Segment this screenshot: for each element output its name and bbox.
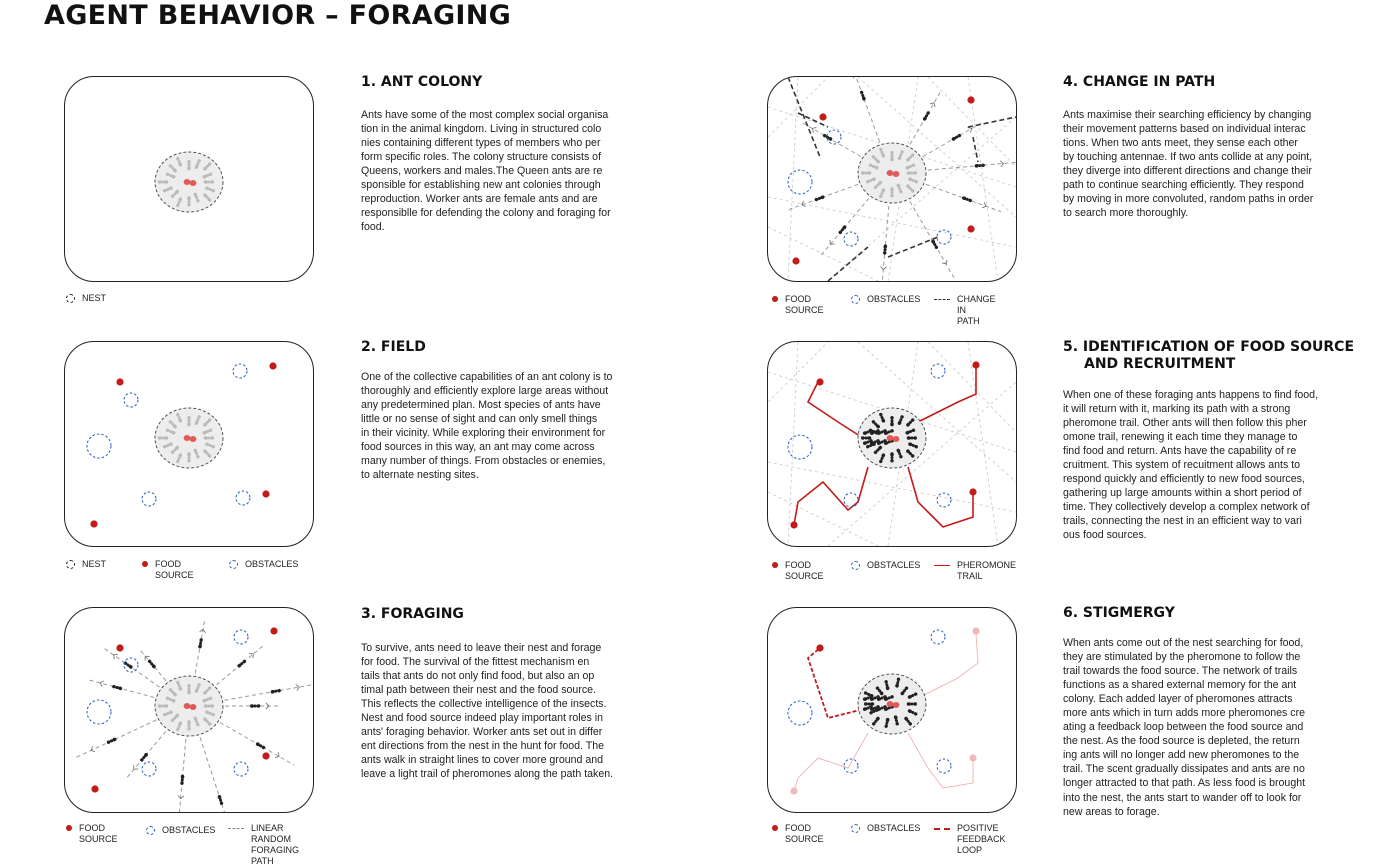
obstacle-icon	[851, 295, 860, 304]
worker-ant	[204, 436, 214, 440]
obstacle	[788, 701, 812, 725]
food-source	[270, 627, 277, 634]
change-in-path-diagram	[767, 76, 1017, 282]
worker-ant	[864, 702, 874, 706]
foraging-ant	[974, 163, 985, 167]
ant-abdomen	[204, 436, 208, 440]
pheromone-trail	[918, 634, 978, 698]
obstacle	[87, 434, 111, 458]
pheromone-trail	[794, 733, 868, 791]
foraging-path	[224, 684, 313, 700]
obstacle	[844, 493, 858, 507]
worker-ant	[890, 416, 894, 426]
section-title-ant-colony: 1. ANT COLONY	[361, 74, 483, 90]
stigmergy-canvas	[768, 608, 1016, 812]
obstacle	[937, 493, 951, 507]
obstacle	[844, 759, 858, 773]
legend-item-obstacles: OBSTACLES	[146, 825, 215, 836]
direction-arrow	[880, 266, 886, 270]
worker-ant	[890, 452, 894, 462]
ant-abdomen	[164, 436, 168, 440]
nest-icon	[66, 560, 75, 569]
change-in-path-canvas	[768, 77, 1016, 281]
worker-ant	[158, 436, 168, 440]
ant-abdomen	[890, 187, 894, 191]
ant-head	[913, 436, 917, 439]
field-canvas	[65, 342, 313, 546]
obstacle	[788, 170, 812, 194]
direction-arrow	[811, 126, 817, 133]
obstacle	[234, 630, 248, 644]
path-line	[968, 77, 998, 281]
section-body-food-recruitment: When one of these foraging ants happens to find food, it will return with it, marking its path with a strong pheromone trail. Other ants will then follow this pher omone trail, renewing it each time they manage to find food and return. Ants have the capability of re cruitment. This system of recuitment allows ants to respond quickly and efficiently to new food sources, gathering up large amounts within a short period of time. They collectively develop a complex network of trails, connecting the nest in an efficient way to vari ous food sources.	[1063, 389, 1319, 542]
ant-abdomen	[867, 171, 871, 175]
ant-abdomen	[187, 166, 191, 170]
direction-arrow	[930, 101, 937, 107]
foraging-path	[849, 77, 880, 142]
ant-abdomen	[198, 644, 202, 649]
legend-item-food-source: FOOD SOURCE	[142, 559, 194, 581]
ant-abdomen	[118, 686, 123, 691]
ant-head	[913, 702, 917, 705]
foraging-ant	[883, 244, 887, 255]
obstacle	[937, 230, 951, 244]
obstacle	[236, 491, 250, 505]
foraging-ant	[270, 689, 281, 694]
direction-arrow	[112, 652, 118, 659]
legend-item-obstacles: OBSTACLES	[851, 294, 920, 305]
path-line	[768, 197, 1016, 247]
ant-abdomen	[164, 704, 168, 708]
legend-item-pheromone-trail: PHEROMONE TRAIL	[934, 560, 1016, 582]
path-line	[828, 382, 1016, 546]
worker-ant	[907, 702, 917, 706]
ant-head	[913, 171, 917, 174]
foraging-ant	[112, 684, 123, 690]
legend-item-change-path: CHANGE IN PATH	[934, 294, 996, 327]
ant-head	[219, 801, 223, 805]
linear-path-icon	[228, 828, 244, 829]
ant-head	[187, 203, 190, 207]
legend-item-feedback-loop: POSITIVE FEEDBACK LOOP	[934, 823, 1006, 856]
food-source	[792, 257, 799, 264]
queen-ant	[190, 180, 197, 186]
ant-head	[112, 685, 116, 689]
pheromone-trail	[808, 382, 863, 438]
ant-head	[199, 638, 203, 642]
ant-abdomen	[974, 164, 978, 168]
worker-ant	[861, 171, 871, 175]
foraging-ant	[814, 195, 825, 202]
obstacle	[142, 762, 156, 776]
ant-abdomen	[890, 422, 894, 426]
worker-ant	[890, 151, 894, 161]
legend-item-food-source: FOOD SOURCE	[772, 294, 824, 316]
ant-head	[158, 436, 162, 439]
ant-abdomen	[890, 157, 894, 161]
ant-abdomen	[187, 422, 191, 426]
worker-ant	[861, 436, 871, 440]
food-source	[969, 488, 976, 495]
ant-head	[187, 416, 190, 420]
foraging-diagram	[64, 607, 314, 813]
worker-ant	[187, 160, 191, 170]
legend-item-food-source: FOOD SOURCE	[66, 823, 118, 845]
obstacle	[142, 492, 156, 506]
worker-ant	[890, 187, 894, 197]
path-line	[928, 77, 1016, 167]
ant-head	[210, 180, 214, 183]
obstacle-icon	[851, 561, 860, 570]
food-recruitment-diagram	[767, 341, 1017, 547]
legend-item-linear-path: LINEAR RANDOM FORAGING PATH	[228, 823, 299, 867]
foraging-ant	[106, 737, 117, 745]
foraging-ant	[237, 659, 247, 668]
worker-ant	[907, 171, 917, 175]
ant-abdomen	[250, 704, 254, 708]
ant-head	[257, 704, 261, 707]
food-source-icon	[772, 562, 778, 568]
foraging-ant	[838, 225, 847, 235]
food-source	[819, 113, 826, 120]
ant-abdomen	[907, 436, 911, 440]
obstacle-icon	[146, 826, 155, 835]
pheromone-trail	[794, 467, 868, 525]
ant-head	[210, 704, 214, 707]
ant-abdomen	[907, 171, 911, 175]
path-line	[768, 77, 828, 137]
food-source	[262, 752, 269, 759]
ant-abdomen	[270, 690, 275, 694]
path-line	[788, 342, 798, 546]
foraging-canvas	[65, 608, 313, 812]
ant-head	[861, 436, 865, 439]
queen-ant	[887, 435, 894, 441]
path-line	[768, 342, 828, 402]
queen-ant	[893, 702, 900, 708]
worker-ant	[187, 196, 191, 206]
ant-head	[890, 151, 893, 155]
ant-abdomen	[181, 775, 185, 779]
field-diagram	[64, 341, 314, 547]
food-source-icon	[772, 825, 778, 831]
food-source-icon	[142, 561, 148, 567]
ant-head	[890, 416, 893, 420]
obstacle	[124, 393, 138, 407]
ant-abdomen	[187, 196, 191, 200]
foraging-ant	[250, 704, 260, 708]
path-line	[768, 462, 1016, 512]
queen-ant	[887, 170, 894, 176]
legend-item-nest: NEST	[66, 293, 106, 304]
ant-head	[180, 781, 184, 785]
legend-item-food-source: FOOD SOURCE	[772, 560, 824, 582]
ant-head	[890, 194, 893, 198]
depleted-food-source	[969, 754, 976, 761]
worker-ant	[187, 416, 191, 426]
food-source	[972, 361, 979, 368]
foraging-ant	[922, 111, 930, 122]
ant-head	[187, 160, 190, 164]
section-title-stigmergy: 6. STIGMERGY	[1063, 605, 1175, 621]
ant-head	[981, 163, 985, 167]
obstacle-icon	[229, 560, 238, 569]
obstacle	[788, 435, 812, 459]
ant-abdomen	[890, 452, 894, 456]
stigmergy-diagram	[767, 607, 1017, 813]
ant-head	[187, 684, 190, 688]
food-source-icon	[66, 825, 72, 831]
section-title-field: 2. FIELD	[361, 339, 426, 355]
path-line	[928, 342, 1016, 432]
ant-abdomen	[204, 704, 208, 708]
foraging-ant	[139, 752, 148, 762]
queen-ant	[190, 436, 197, 442]
obstacle	[234, 762, 248, 776]
path-line	[828, 117, 1016, 281]
ant-head	[158, 704, 162, 707]
obstacle	[931, 364, 945, 378]
foraging-ant	[951, 133, 962, 141]
depleted-food-source	[972, 627, 979, 634]
ant-abdomen	[907, 702, 911, 706]
food-source	[91, 785, 98, 792]
foraging-ant	[255, 742, 266, 750]
ant-head	[210, 436, 214, 439]
obstacle	[827, 130, 841, 144]
food-source	[269, 362, 276, 369]
section-title-foraging: 3. FORAGING	[361, 606, 464, 622]
food-source	[816, 378, 823, 385]
path-line	[768, 227, 878, 281]
section-body-ant-colony: Ants have some of the most complex social organisa tion in the animal kingdom. Living in structured colo nies containing different types of members who per form specific roles. The colony structure consists of Queens, workers and males.The Queen ants are re sponsible for establishing new ant colonies through reproduction. Worker ants are female ants and are responsiblle for defending the colony and foraging for food.	[361, 109, 611, 234]
ant-head	[861, 171, 865, 174]
foraging-path	[200, 737, 237, 812]
depleted-food-source	[790, 787, 797, 794]
obstacle	[233, 364, 247, 378]
worker-ant	[187, 684, 191, 694]
path-line	[768, 492, 878, 546]
food-source-icon	[772, 296, 778, 302]
legend-item-nest: NEST	[66, 559, 106, 570]
queen-ant	[184, 703, 191, 709]
legend-item-obstacles: OBSTACLES	[851, 823, 920, 834]
obstacle	[124, 658, 138, 672]
section-body-change-in-path: Ants maximise their searching efficiency by changing their movement patterns based on individual interac tions. When two ants meet, they sense each other by touching antennae. If two ants collide at any point, they diverge into different directions and change their path to continue searching efficiently. They respond by moving in more convoluted, random paths in order to search more thoroughly.	[1063, 109, 1314, 220]
ant-abdomen	[187, 720, 191, 724]
legend-item-food-source: FOOD SOURCE	[772, 823, 824, 845]
section-title-line-1: 5. IDENTIFICATION OF FOOD SOURCE	[1063, 339, 1355, 355]
queen-ant	[893, 171, 900, 177]
obstacle	[87, 700, 111, 724]
food-source	[967, 96, 974, 103]
obstacle	[844, 232, 858, 246]
ant-head	[158, 180, 162, 183]
food-source	[90, 520, 97, 527]
path-line	[788, 77, 798, 281]
queen-ant	[887, 701, 894, 707]
ant-abdomen	[204, 180, 208, 184]
path-line	[888, 237, 938, 257]
ant-abdomen	[187, 452, 191, 456]
foraging-ant	[147, 659, 156, 669]
path-line	[788, 77, 820, 157]
queen-ant	[893, 436, 900, 442]
food-recruitment-canvas	[768, 342, 1016, 546]
obstacle	[931, 630, 945, 644]
section-body-stigmergy: When ants come out of the nest searching for food, they are stimulated by the pheromone to follow the trail towards the food source. The network of trails functions as a shared external memory for the ant colony. Each added layer of pheromones attracts more ants which in turn adds more pheromones cre ating a feedback loop between the food source and the nest. As the food source is depleted, the return ing ants will no longer add new pheromones to the trail. The scent gradually dissipates and ants are no longer attracted to that path. As less food is brought into the nest, the ants start to wander off to look for new areas to forage.	[1063, 637, 1306, 818]
food-source	[116, 644, 123, 651]
change-path-icon	[934, 299, 950, 300]
ant-head	[277, 689, 281, 693]
worker-ant	[187, 452, 191, 462]
ant-abdomen	[883, 244, 887, 248]
food-source	[816, 644, 823, 651]
pheromone-trail	[918, 365, 976, 422]
section-body-foraging: To survive, ants need to leave their nest and forage for food. The survival of the fittest mechanism en tails that ants do not only find food, but also an op timal path between their nest and the food source. This reflects the collective intelligence of the insects. Nest and food source indeed play important roles in ants' foraging behavior. Worker ants set out in differ ent directions from the nest in the hunt for food. The ants walk in straight lines to cover more ground and leave a light trail of pheromones along the path taken.	[361, 642, 614, 781]
food-source	[116, 378, 123, 385]
worker-ant	[204, 704, 214, 708]
worker-ant	[187, 720, 191, 730]
page-title: AGENT BEHAVIOR – FORAGING	[44, 0, 512, 31]
section-title-food-recruitment	[1063, 339, 1354, 373]
ant-head	[890, 459, 893, 463]
nest-icon	[66, 294, 75, 303]
worker-ant	[204, 180, 214, 184]
food-source	[790, 521, 797, 528]
worker-ant	[158, 180, 168, 184]
legend-item-obstacles: OBSTACLES	[229, 559, 298, 570]
queen-ant	[184, 435, 191, 441]
foraging-ant	[180, 775, 184, 786]
foraging-ant	[962, 196, 973, 203]
path-line	[973, 137, 978, 162]
ant-head	[187, 727, 190, 731]
food-source	[262, 490, 269, 497]
food-source	[967, 225, 974, 232]
ant-head	[864, 702, 868, 705]
foraging-ant	[217, 795, 224, 806]
legend-item-obstacles: OBSTACLES	[851, 560, 920, 571]
ant-colony-canvas	[65, 77, 313, 281]
section-title-change-in-path: 4. CHANGE IN PATH	[1063, 74, 1216, 90]
section-body-field: One of the collective capabilities of an ant colony is to thoroughly and efficiently explore large areas without any predetermined plan. Most species of ants have little or no sense of sight and can only smell things in their vicinity. While exploring their environment for food sources in this way, an ant may come across many number of things. From obstacles or enemies, to alternate nesting sites.	[361, 371, 613, 482]
obstacle	[937, 759, 951, 773]
worker-ant	[158, 704, 168, 708]
ant-abdomen	[164, 180, 168, 184]
pheromone-trail-icon	[934, 565, 950, 566]
worker-ant	[907, 436, 917, 440]
foraging-ant	[198, 638, 203, 649]
queen-ant	[184, 179, 191, 185]
obstacle-icon	[851, 824, 860, 833]
ant-head	[883, 251, 887, 255]
section-title-line-2: AND RECRUITMENT	[1084, 356, 1236, 372]
ant-colony-diagram	[64, 76, 314, 282]
ant-abdomen	[187, 690, 191, 694]
feedback-loop-icon	[934, 828, 950, 830]
foraging-ant	[859, 90, 866, 101]
queen-ant	[190, 704, 197, 710]
ant-head	[187, 459, 190, 463]
